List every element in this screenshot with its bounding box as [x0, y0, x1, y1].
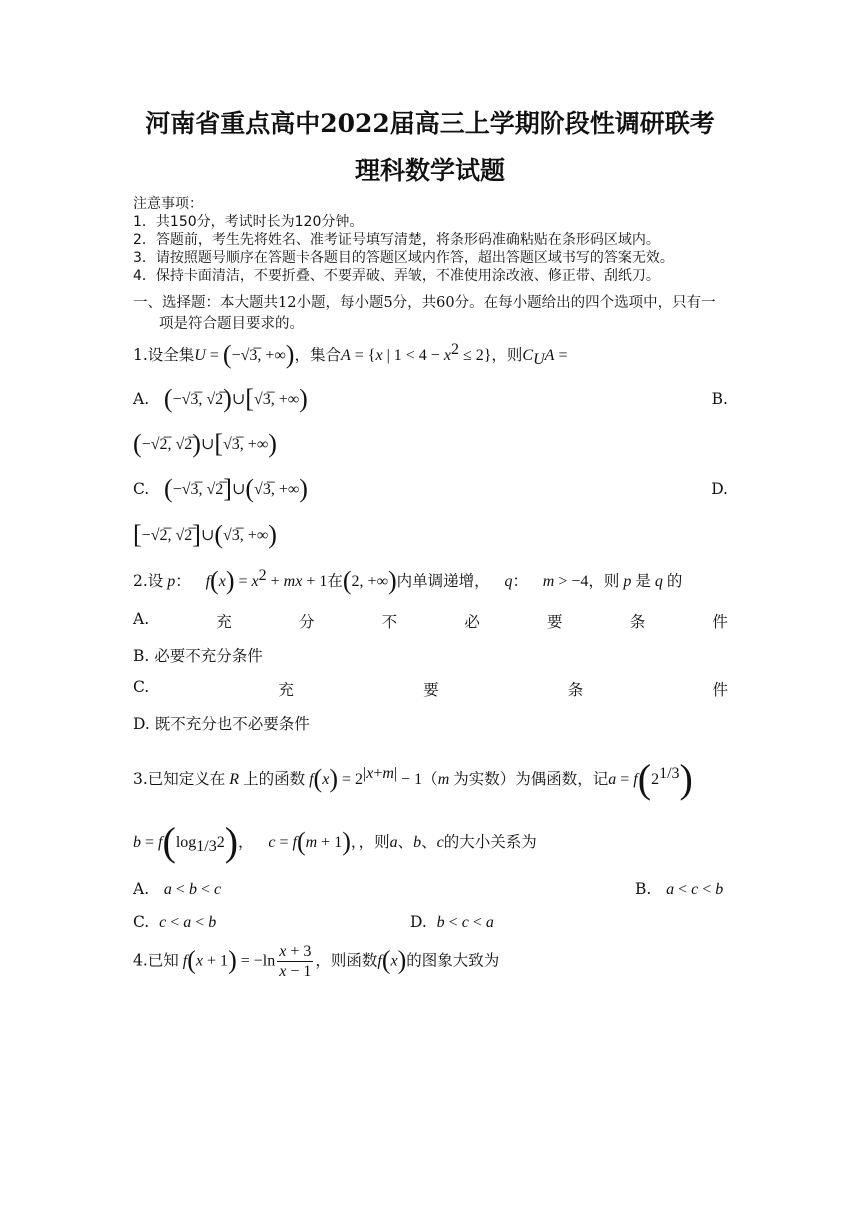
q3-option-d: D. b < c < a — [410, 913, 494, 931]
notice-item: 3．请按照题号顺序在答题卡各题目的答题区域内作答，超出答题区域书写的答案无效。 — [133, 250, 674, 266]
q2-option-a: A. 充 分 不 必 要 条 件 — [133, 610, 728, 631]
q1-option-d: [−√2̅, √2̅]∪(√3̅, +∞) — [133, 520, 277, 549]
exam-title: 河南省重点高中2022届高三上学期阶段性调研联考 — [145, 109, 715, 138]
q2-option-c: C. 充 要 条 件 — [133, 678, 728, 699]
section-instructions: 一、选择题：本大题共12小题，每小题5分，共60分。在每小题给出的四个选项中，只有一 — [133, 295, 716, 311]
q3-option-a: A. a < b < c — [133, 880, 222, 898]
q3-option-b: B. a < c < b — [635, 880, 724, 898]
notice-item: 1．共150分，考试时长为120分钟。 — [133, 214, 364, 230]
notice-item: 2．答题前，考生先将姓名、准考证号填写清楚，将条形码准确粘贴在条形码区域内。 — [133, 232, 660, 248]
notice-item: 4．保持卡面清洁，不要折叠、不要弄破、弄皱，不准使用涂改液、修正带、刮纸刀。 — [133, 268, 660, 284]
q3-option-c: C. c < a < b — [133, 913, 217, 931]
question-3-cont: $b = f(\log_{1/3}2)$， c = f(m + 1)，，则a、b、c的大小关系为 — [133, 819, 537, 864]
notice-heading: 注意事项： — [133, 196, 203, 212]
fraction: $\frac{x + 3}{x - 1}$ — [279, 943, 312, 980]
q1-option-b: (−√2̅, √2̅)∪[√3̅, +∞) — [133, 429, 277, 458]
q1-option-b-label: B. — [711, 390, 728, 408]
q1-option-d-label: D. — [711, 480, 728, 498]
section-instructions-cont: 项是符合题目要求的。 — [159, 316, 304, 332]
question-4: 4.已知 f(x + 1) = −ln $\frac{x + 3}{x - 1}$ ，则函数f(x)的图象大致为 — [133, 943, 500, 980]
question-3: 3.已知定义在 R 上的函数 $f(x) = 2^{|x+m|} - 1(m$ 为实数）为偶函数，记$a = f(2^{1/3})$ — [133, 756, 693, 801]
q2-option-d: D. 既不充分也不必要条件 — [133, 715, 310, 733]
question-2: 2.设 p： $f(x) = x^2$ + mx + 1在(2, +∞)内单调递增， q： m > −4，则 p 是 q 的 — [133, 566, 683, 595]
q2-option-b: B. 必要不充分条件 — [133, 647, 263, 665]
question-1: 1.设全集U = (−√3̅, +∞)，集合A = {x | $1 < 4 - x^2 \le 2$}，则$C_UA$ = — [133, 340, 568, 369]
exam-subtitle: 理科数学试题 — [354, 156, 505, 185]
q1-option-a: A. (−√3̅, √2̅)∪[√3̅, +∞) — [133, 384, 308, 413]
q1-option-c: C. (−√3̅, √2̅]∪(√3̅, +∞) — [133, 474, 308, 503]
